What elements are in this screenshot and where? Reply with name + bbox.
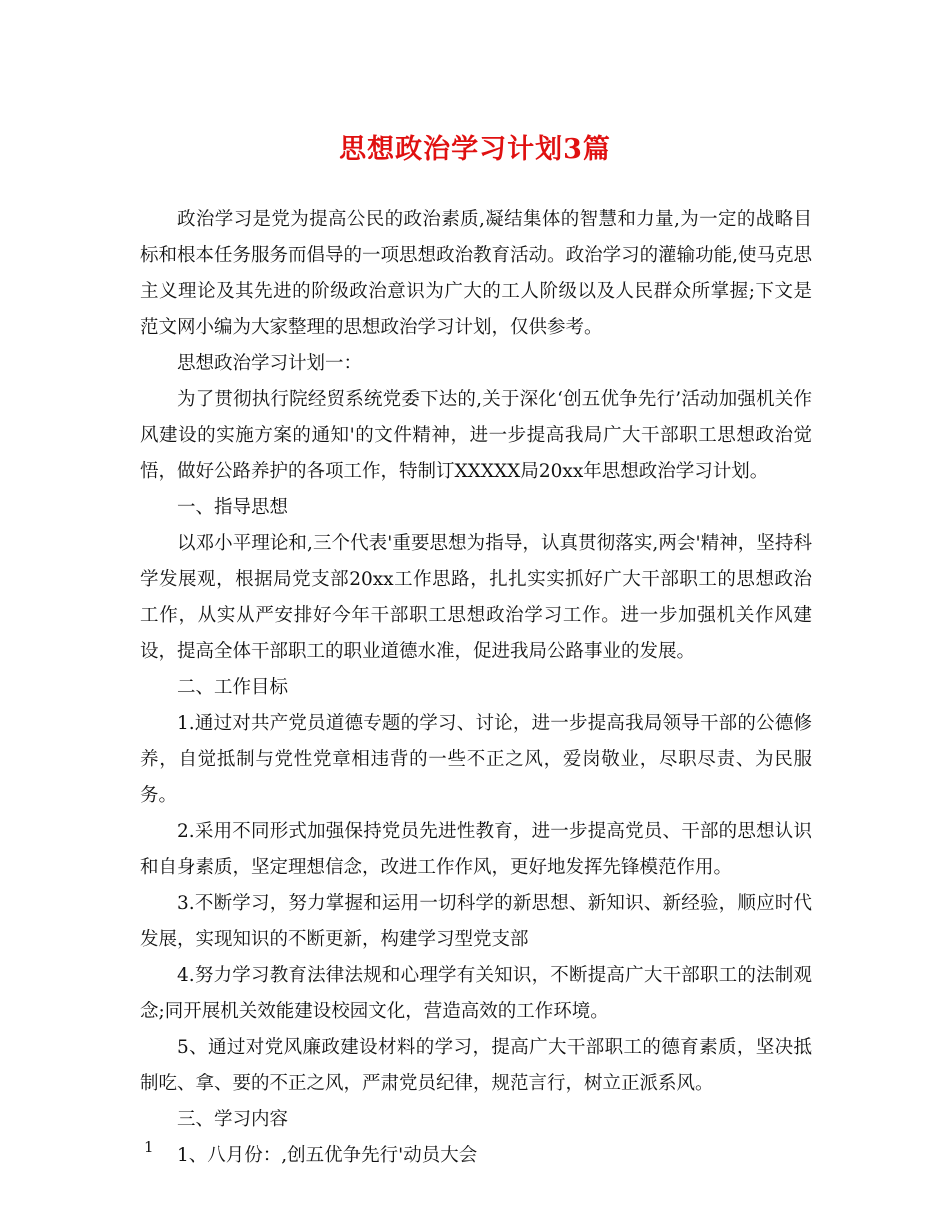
- paragraph-goal-2: 2.采用不同形式加强保持党员先进性教育，进一步提高党员、干部的思想认识和自身素质，坚定理想信念，改进工作作风，更好地发挥先锋模范作用。: [140, 821, 812, 878]
- paragraph-intro: 政治学习是党为提高公民的政治素质,凝结集体的智慧和力量,为一定的战略目标和根本任务服务而倡导的一项思想政治教育活动。政治学习的灌输功能,使马克思主义理论及其先进的阶级政治意识为广大的工人阶级以及人民群众所掌握;下文是范文网小编为大家整理的思想政治学习计划，仅供参考。: [140, 209, 812, 338]
- paragraph-goal-1: 1.通过对共产党员道德专题的学习、讨论，进一步提高我局领导干部的公德修养，自觉抵制与党性党章相违背的一些不正之风，爱岗敬业，尽职尽责、为民服务。: [140, 713, 812, 806]
- paragraph-goal-4: 4.努力学习教育法律法规和心理学有关知识，不断提高广大干部职工的法制观念;同开展机关效能建设校园文化，营造高效的工作环境。: [140, 965, 812, 1022]
- paragraph-study-item-1: 1、八月份：,创五优争先行'动员大会: [177, 1145, 478, 1166]
- document-body: [140, 202, 812, 1174]
- paragraph-guiding-ideology: 以邓小平理论和,三个代表'重要思想为指导，认真贯彻落实,两会'精神，坚持科学发展观，根据局党支部20xx工作思路，扎扎实实抓好广大干部职工的思想政治工作，从实从严安排好今年干部职工思想政治学习工作。进一步加强机关作风建设，提高全体干部职工的职业道德水准，促进我局公路事业的发展。: [140, 533, 812, 662]
- section-heading-study-content: 三、学习内容: [177, 1109, 289, 1130]
- document-title: 思想政治学习计划3篇: [339, 134, 611, 165]
- section-heading-work-goals: 二、工作目标: [177, 677, 289, 698]
- section-heading-guiding-ideology: 一、指导思想: [177, 497, 289, 518]
- paragraph-goal-3: 3.不断学习，努力掌握和运用一切科学的新思想、新知识、新经验，顺应时代发展，实现知识的不断更新，构建学习型党支部: [140, 893, 812, 950]
- paragraph-plan-one: 为了贯彻执行院经贸系统党委下达的,关于深化‘创五优争先行’活动加强机关作风建设的实施方案的通知'的文件精神，进一步提高我局广大干部职工思想政治觉悟，做好公路养护的各项工作，特制订XXXXX局20xx年思想政治学习计划。: [140, 389, 812, 482]
- page-number: 1: [144, 1138, 154, 1156]
- paragraph-goal-5: 5、通过对党风廉政建设材料的学习，提高广大干部职工的德育素质，坚决抵制吃、拿、要的不正之风，严肃党员纪律，规范言行，树立正派系风。: [140, 1037, 812, 1094]
- section-heading-plan-one: 思想政治学习计划一：: [177, 353, 363, 374]
